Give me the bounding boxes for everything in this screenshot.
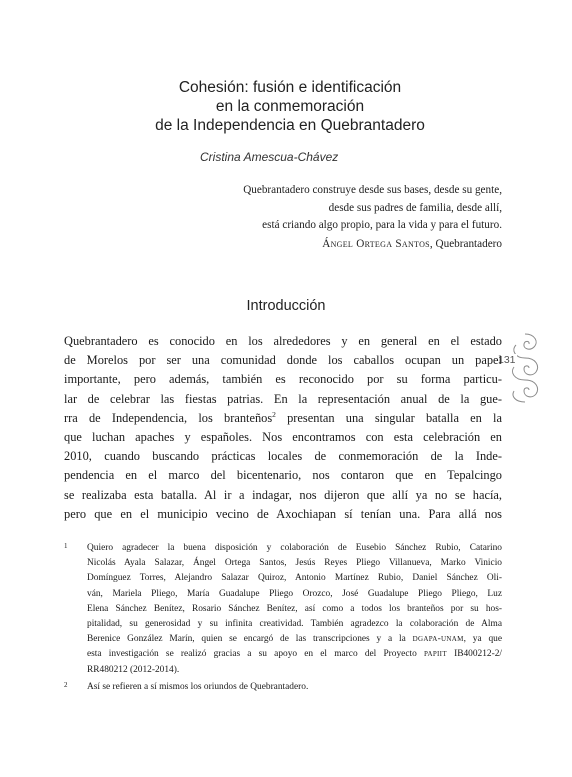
body-line: lar de celebrar las fiestas patrias. En la representación anual de la gue- — [64, 391, 502, 406]
epigraph-line-2: desde sus padres de familia, desde allí, — [328, 201, 502, 214]
footnote-acronym: dgapa-unam — [412, 634, 464, 645]
epigraph-line-1: Quebrantadero construye desde sus bases, desde su gente, — [243, 184, 502, 196]
footnote-text: IB400212-2/ — [446, 649, 502, 660]
body-line: 2010, cuando buscando prácticas locales de conmemoración de la Inde- — [64, 449, 502, 464]
body-line: Quebrantadero es conocido en los alrededores y en general en el estado — [64, 334, 502, 348]
footnote-acronym: papiit — [423, 649, 447, 660]
attribution-place: , Quebrantadero — [429, 237, 502, 250]
body-line: se realizaba esta batalla. Al ir a indagar, nos dijeron que allí ya no se hacía, — [64, 487, 502, 502]
footnote-line: pitalidad, su generosidad y su infinita creatividad. También agradezco la colaboración de Alma — [87, 619, 502, 630]
title-line-1: Cohesión: fusión e identificación — [178, 79, 402, 96]
body-line: de Morelos por ser una comunidad donde los caballos ocupan un papel — [64, 353, 502, 368]
footnote-line: Así se refieren a sí mismos los oriundos de Quebrantadero. — [87, 681, 309, 692]
footnote-line: RR480212 (2012-2014). — [87, 664, 180, 675]
footnote-1 — [64, 541, 502, 678]
footnote-number: 1 — [64, 542, 68, 550]
attribution-name: Ángel Ortega Santos — [322, 237, 430, 250]
body-line: pendencia en el marco del bicentenario, nos contaron que en Tepalcingo — [64, 468, 502, 483]
spiral-ornament-icon — [505, 330, 545, 405]
body-line: pero que en el municipio vecino de Axochiapan sí tenían una. Para allá nos — [64, 506, 502, 521]
footnote-line — [87, 647, 502, 662]
footnote-text: Berenice González Marín, quien se encargó de las transcripciones y a la — [87, 634, 413, 645]
page-number: 131 — [498, 354, 516, 366]
body-paragraph — [64, 332, 502, 524]
footnote-line — [87, 632, 502, 647]
body-line: importante, pero además, también es reconocido por su forma particu- — [64, 372, 502, 387]
body-line: que luchan apaches y españoles. Nos encontramos con esta celebración en — [64, 430, 502, 445]
footnote-text: , ya que — [463, 634, 502, 645]
epigraph — [243, 182, 502, 253]
footnote-text: esta investigación se realizó gracias a su apoyo en el marco del Proyecto — [87, 649, 424, 660]
epigraph-line-3: está criando algo propio, para la vida y para el futuro. — [262, 219, 502, 231]
title-line-2: en la conmemoración — [215, 98, 365, 115]
body-line-part: presentan una singular batalla en la — [275, 410, 502, 425]
footnote-line: Quiero agradecer la buena disposición y colaboración de Eusebio Sánchez Rubio, Catarino — [87, 543, 502, 553]
title-line-3: de la Independencia en Quebrantadero — [155, 117, 425, 134]
body-line-part: rra de Independencia, los branteños — [64, 410, 273, 425]
footnote-number: 2 — [64, 680, 68, 689]
footnote-ref-2[interactable]: 2 — [272, 409, 276, 419]
footnote-2 — [64, 680, 502, 695]
footnote-line: Elena Sánchez Benítez, Rosario Sánchez Benítez, así como a todos los branteños por su hos- — [87, 603, 502, 614]
footnotes — [64, 541, 502, 695]
footnote-line: ván, Mariela Pliego, María Guadalupe Pliego Orozco, José Guadalupe Pliego Pliego, Luz — [87, 588, 502, 599]
body-line — [64, 409, 502, 428]
author-name: Cristina Amescua-Chávez — [200, 150, 339, 164]
section-heading: Introducción — [246, 298, 326, 314]
footnote-line: Domínguez Torres, Alejandro Salazar Quiroz, Antonio Martínez Rubio, Daniel Sánchez Oli- — [87, 573, 502, 584]
chapter-title — [100, 78, 480, 135]
footnote-line: Nicolás Ayala Salazar, Ángel Ortega Santos, Jesús Reyes Pliego Villanueva, Marko Vinicio — [87, 558, 502, 569]
epigraph-attribution — [243, 236, 502, 254]
